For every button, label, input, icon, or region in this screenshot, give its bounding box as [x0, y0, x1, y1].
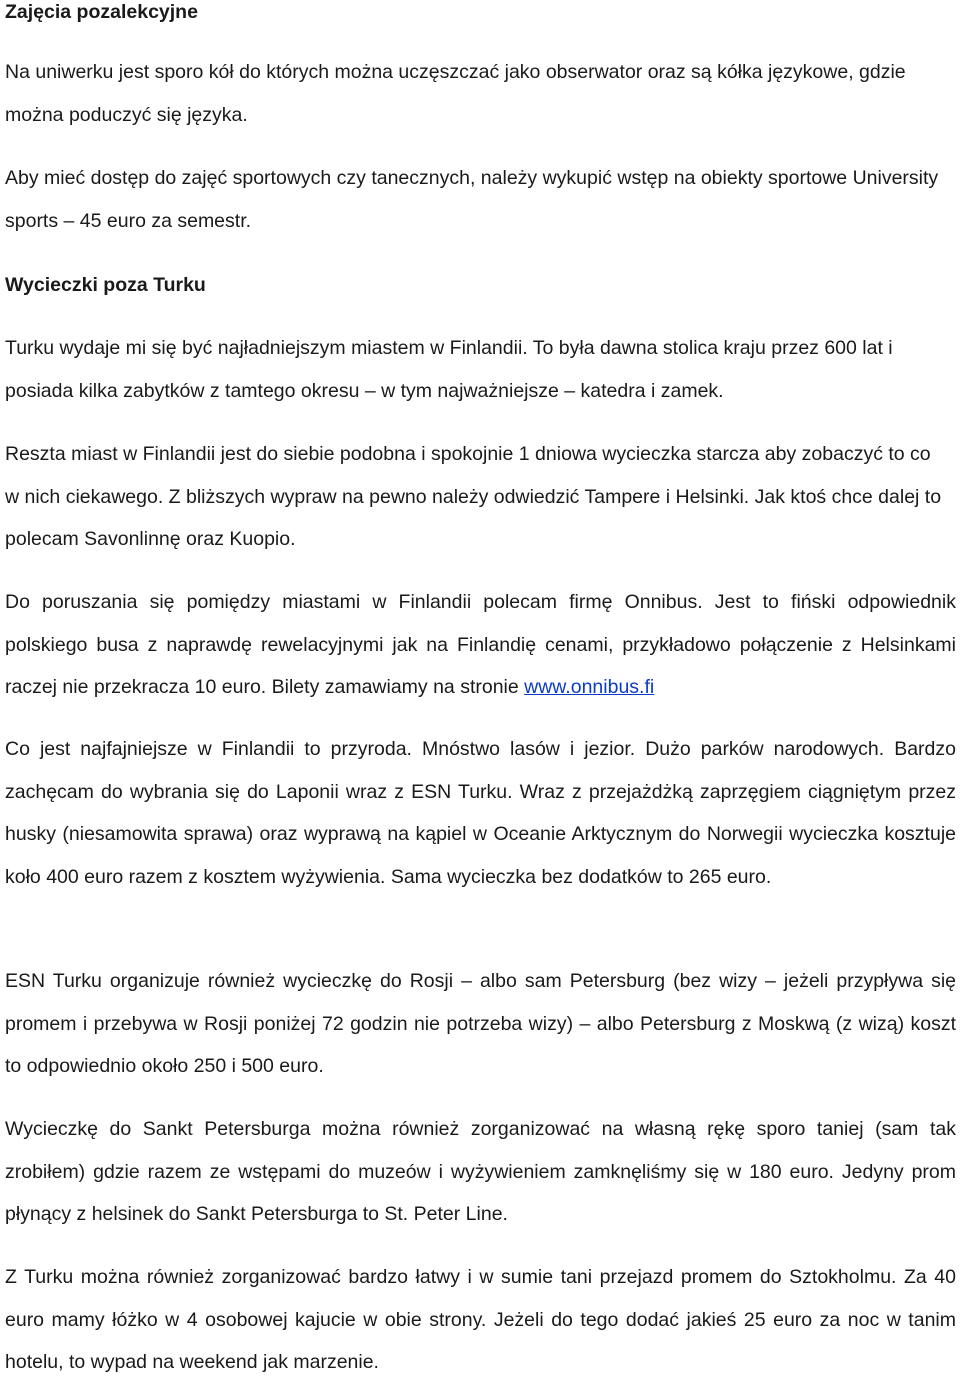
onnibus-link[interactable]: www.onnibus.fi — [524, 676, 655, 698]
onnibus-text: Do poruszania się pomiędzy miastami w Finlandii polecam firmę Onnibus. Jest to fiński odpowiednik polskiego busa z naprawdę rewelacyjnymi jak na Finlandię cenami, przykładowo połączenie z Helsinkami raczej nie przekracza 10 euro. Bilety zamawiamy na stronie — [5, 591, 956, 698]
paragraph-nature-lapland: Co jest najfajniejsze w Finlandii to przyroda. Mnóstwo lasów i jezior. Dużo parków narodowych. Bardzo zachęcam do wybrania się do Laponii wraz z ESN Turku. Wraz z przejażdżką zaprzęgiem ciągniętym przez husky (niesamowita sprawa) oraz wyprawą na kąpiel w Oceanie Arktycznym do Norwegii wycieczka kosztuje koło 400 euro razem z kosztem wyżywienia. Sama wycieczka bez dodatków to 265 euro. — [5, 738, 956, 888]
paragraph-petersburg-diy: Wycieczkę do Sankt Petersburga można również zorganizować na własną rękę sporo taniej (sam tak zrobiłem) gdzie razem ze wstępami do muzeów i wyżywieniem zamknęliśmy się w 180 euro. Jedyny prom płynący z helsinek do Sankt Petersburga to St. Peter Line. — [5, 1118, 956, 1225]
turku-sentence-2: To była dawna stolica kraju przez 600 lat i posiada kilka zabytków z tamtego okresu – w tym najważniejsze – katedra i zamek. — [5, 337, 893, 402]
paragraph-stockholm-ferry: Z Turku można również zorganizować bardzo łatwy i w sumie tani przejazd promem do Sztokholmu. Za 40 euro mamy łóżko w 4 osobowej kajucie w obie strony. Jeżeli do tego dodać jakieś 25 euro za noc w tanim hotelu, to wypad na weekend jak marzenie. — [5, 1266, 956, 1373]
section-heading-trips: Wycieczki poza Turku — [5, 274, 206, 296]
paragraph-sports: Aby mieć dostęp do zajęć sportowych czy tanecznych, należy wykupić wstęp na obiekty sportowe University sports – 45 euro za semestr. — [5, 167, 939, 232]
paragraph-clubs: Na uniwerku jest sporo kół do których można uczęszczać jako obserwator oraz są kółka językowe, gdzie można poduczyć się języka. — [5, 61, 906, 126]
paragraph-other-cities: Reszta miast w Finlandii jest do siebie podobna i spokojnie 1 dniowa wycieczka starcza aby zobaczyć to co w nich ciekawego. Z bliższych wypraw na pewno należy odwiedzić Tampere i Helsinki. Jak ktoś chce dalej to polecam Savonlinnę oraz Kuopio. — [5, 443, 942, 550]
paragraph-turku — [5, 327, 950, 412]
paragraph-onnibus — [5, 581, 956, 709]
paragraph-russia-trip: ESN Turku organizuje również wycieczkę do Rosji – albo sam Petersburg (bez wizy – jeżeli przypływa się promem i przebywa w Rosji poniżej 72 godzin nie potrzeba wizy) – albo Petersburg z Moskwą (z wizą) koszt to odpowiednio około 250 i 500 euro. — [5, 970, 956, 1077]
turku-sentence-1: Turku wydaje mi się być najładniejszym miastem w Finlandii. — [5, 337, 528, 359]
section-heading-extracurricular: Zajęcia pozalekcyjne — [5, 1, 198, 23]
